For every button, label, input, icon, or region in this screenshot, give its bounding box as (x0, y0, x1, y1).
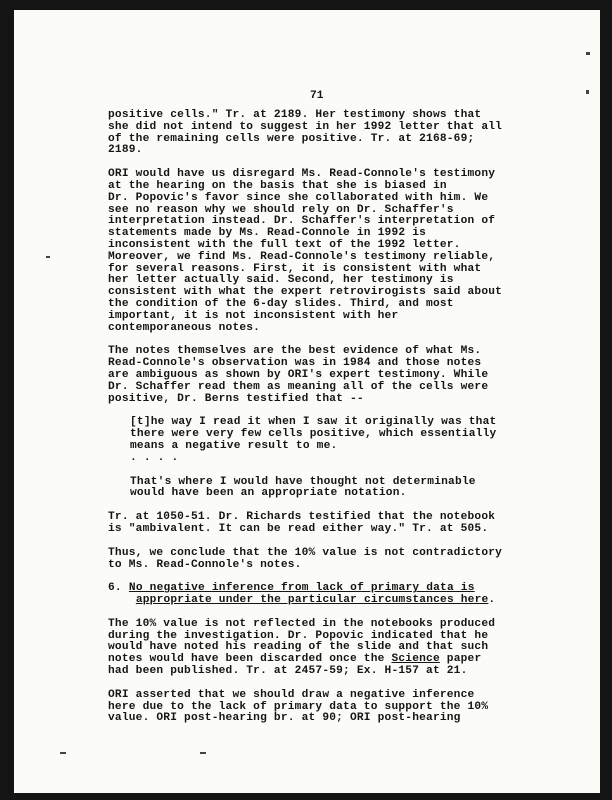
text-line: for several reasons. First, it is consistent with what (108, 262, 482, 275)
text-line: Tr. at 1050-51. Dr. Richards testified that the notebook (108, 511, 496, 524)
text-line: are ambiguous as shown by ORI's expert testimony. While (108, 368, 489, 381)
text-line: positive, Dr. Berns testified that -- (108, 392, 364, 405)
heading-line (108, 595, 528, 607)
text-line: Dr. Popovic's favor since she collaborated with him. We (108, 191, 489, 204)
scan-mark (60, 752, 66, 754)
paragraph-4 (108, 512, 528, 536)
text-line: 2189. (108, 144, 143, 157)
scan-mark (586, 52, 590, 55)
text-line: at the hearing on the basis that she is biased in (108, 179, 447, 192)
scan-mark (586, 90, 589, 94)
paragraph-2 (108, 169, 528, 334)
paragraph-6 (108, 619, 528, 678)
block-quote-2 (130, 477, 528, 501)
text-line: of the remaining cells were positive. Tr. at 2168-69; (108, 132, 475, 145)
page-number: 71 (310, 90, 324, 102)
heading-period: . (488, 594, 496, 607)
text-line: important, it is not inconsistent with her (108, 309, 399, 322)
text-segment: notes would have been discarded once the (108, 653, 392, 666)
paragraph-5 (108, 548, 528, 572)
text-line: contemporaneous notes. (108, 321, 261, 334)
text-line: the condition of the 6-day slides. Third, and most (108, 297, 454, 310)
text-line: ORI asserted that we should draw a negative inference (108, 688, 475, 701)
quote-line: there were very few cells positive, which essentially (130, 428, 497, 441)
text-line: statements made by Ms. Read-Connole in 1992 is (108, 227, 427, 240)
text-line: ORI would have us disregard Ms. Read-Connole's testimony (108, 168, 496, 181)
paragraph-1 (108, 110, 528, 157)
text-line: Thus, we conclude that the 10% value is not contradictory (108, 546, 503, 559)
text-line: Read-Connole's observation was in 1984 and those notes (108, 357, 482, 370)
text-segment: paper (439, 653, 482, 666)
text-line: her letter actually said. Second, her testimony is (108, 274, 454, 287)
text-line: The 10% value is not reflected in the notebooks produced (108, 617, 496, 630)
quote-line: would have been an appropriate notation. (130, 487, 407, 500)
text-line: see no reason why we should rely on Dr. Schaffer's (108, 203, 454, 216)
section-heading-6 (108, 583, 528, 607)
block-quote-1 (130, 417, 528, 464)
text-line: Dr. Schaffer read them as meaning all of the cells were (108, 380, 489, 393)
text-line: she did not intend to suggest in her 1992 letter that all (108, 120, 503, 133)
quote-line: [t]he way I read it when I saw it originally was that (130, 416, 497, 429)
text-line: positive cells." Tr. at 2189. Her testimony shows that (108, 109, 482, 121)
quote-line: means a negative result to me. (130, 439, 338, 452)
text-line: is "ambivalent. It can be read either way." Tr. at 505. (108, 522, 489, 535)
journal-title: Science (391, 653, 440, 666)
section-number: 6. (108, 582, 122, 595)
text-line: here due to the lack of primary data to support the 10% (108, 700, 489, 713)
text-line: value. ORI post-hearing br. at 90; ORI post-hearing (108, 712, 461, 725)
text-line: during the investigation. Dr. Popovic indicated that he (108, 629, 489, 642)
quote-line: That's where I would have thought not determinable (130, 475, 476, 488)
text-line: to Ms. Read-Connole's notes. (108, 558, 302, 571)
text-line: inconsistent with the full text of the 1992 letter. (108, 238, 461, 251)
text-line: interpretation instead. Dr. Schaffer's interpretation of (108, 215, 496, 228)
quote-line: . . . . (130, 451, 179, 464)
heading-text: No negative inference from lack of primary data is (128, 582, 475, 595)
text-line: had been published. Tr. at 2457-59; Ex. H-157 at 21. (108, 665, 468, 678)
scan-mark (200, 752, 206, 754)
paragraph-3 (108, 346, 528, 405)
heading-text: appropriate under the particular circumstances here (135, 594, 489, 607)
text-line: Moreover, we find Ms. Read-Connole's testimony reliable, (108, 250, 496, 263)
text-line: would have noted his reading of the slide and that such (108, 641, 489, 654)
text-line: The notes themselves are the best evidence of what Ms. (108, 345, 482, 358)
paragraph-7 (108, 690, 528, 725)
text-line: consistent with what the expert retrovirogists said about (108, 286, 503, 299)
page-body (108, 110, 528, 737)
scan-mark (46, 256, 50, 258)
